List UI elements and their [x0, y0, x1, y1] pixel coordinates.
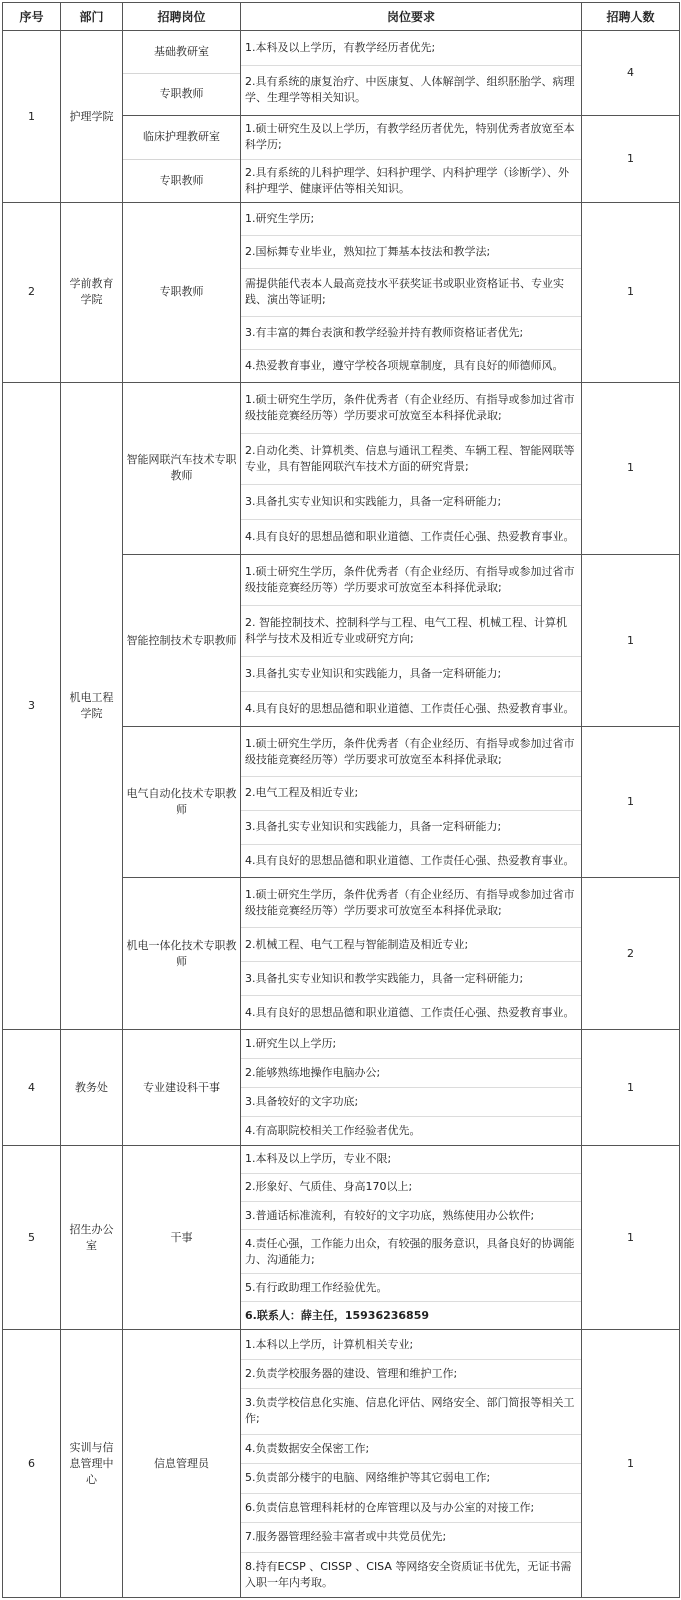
row-dept: 实训与信息管理中心 [61, 1330, 123, 1598]
row-dept: 教务处 [61, 1030, 123, 1146]
requirement-item: 3.普通话标准流利，有较好的文字功底，熟练使用办公软件; [241, 1202, 581, 1230]
requirement-item: 4.热爱教育事业，遵守学校各项规章制度，具有良好的师德师风。 [245, 358, 564, 372]
post-name: 专业建设科干事 [123, 1030, 241, 1146]
row-count: 1 [582, 203, 680, 382]
requirement-item: 2.负责学校服务器的建设、管理和维护工作; [241, 1360, 581, 1389]
post-name: 电气自动化技术专职教师 [123, 727, 241, 878]
header-requirements: 岗位要求 [241, 3, 582, 31]
post-name: 智能网联汽车技术专职教师 [123, 382, 241, 554]
requirement-item: 1.研究生以上学历; [241, 1030, 581, 1059]
header-dept: 部门 [61, 3, 123, 31]
requirement-item: 1.硕士研究生学历，条件优秀者（有企业经历、有指导或参加过省市级技能竞赛经历等）学历要求可放宽至本科择优录取; [241, 727, 581, 777]
contact-info: 6.联系人：薛主任，15936236859 [245, 1308, 430, 1322]
header-count: 招聘人数 [582, 3, 680, 31]
table-row [3, 203, 680, 382]
requirement-item: 4.具有良好的思想品德和职业道德、工作责任心强、热爱教育事业。 [245, 529, 575, 543]
row-count: 4 [582, 31, 680, 116]
post-cell [123, 31, 241, 116]
row-count: 1 [582, 1330, 680, 1598]
requirement-item: 2.电气工程及相近专业; [241, 777, 581, 811]
requirement-item: 2.具有系统的康复治疗、中医康复、人体解剖学、组织胚胎学、病理学、生理学等相关知识。 [245, 75, 575, 105]
row-no: 1 [3, 31, 61, 203]
post-name: 专职教师 [123, 203, 241, 382]
requirement-item: 1.硕士研究生及以上学历，有教学经历者优先，特别优秀者放宽至本科学历; [241, 116, 581, 160]
requirement-item: 7.服务器管理经验丰富者或中共党员优先; [241, 1523, 581, 1552]
requirement-item: 2.能够熟练地操作电脑办公; [241, 1059, 581, 1088]
requirements-cell [241, 878, 582, 1030]
requirements-cell [241, 1030, 582, 1146]
row-count: 1 [582, 727, 680, 878]
requirements-cell [241, 116, 582, 203]
header-row [3, 3, 680, 31]
requirement-item: 需提供能代表本人最高竞技水平获奖证书或职业资格证书、专业实践、演出等证明; [241, 269, 581, 318]
requirements-cell [241, 554, 582, 726]
row-no: 4 [3, 1030, 61, 1146]
requirement-item: 1.本科及以上学历，专业不限; [241, 1146, 581, 1174]
requirement-item: 3.具备较好的文字功底; [241, 1088, 581, 1117]
requirements-cell [241, 1330, 582, 1598]
requirement-item: 1.硕士研究生学历，条件优秀者（有企业经历、有指导或参加过省市级技能竞赛经历等）学历要求可放宽至本科择优录取; [241, 383, 581, 434]
requirements-cell [241, 203, 582, 382]
requirement-item: 1.本科及以上学历，有教学经历者优先; [241, 31, 581, 66]
table-row [3, 31, 680, 116]
row-count: 2 [582, 878, 680, 1030]
requirements-cell [241, 382, 582, 554]
row-no: 3 [3, 382, 61, 1030]
requirement-item: 2.具有系统的儿科护理学、妇科护理学、内科护理学（诊断学）、外科护理学、健康评估等相关知识。 [245, 166, 569, 195]
requirement-item: 5.负责部分楼宇的电脑、网络维护等其它弱电工作; [241, 1464, 581, 1493]
requirement-item: 1.研究生学历; [241, 203, 581, 236]
post-cell [123, 116, 241, 203]
table-row [3, 382, 680, 554]
row-dept: 学前教育学院 [61, 203, 123, 382]
requirement-item: 2.国标舞专业毕业，熟知拉丁舞基本技法和教学法; [241, 236, 581, 269]
requirement-item: 3.具备扎实专业知识和教学实践能力，具备一定科研能力; [241, 962, 581, 996]
requirement-item: 6.负责信息管理科耗材的仓库管理以及与办公室的对接工作; [241, 1494, 581, 1523]
post-name: 机电一体化技术专职教师 [123, 878, 241, 1030]
requirement-item: 1.硕士研究生学历，条件优秀者（有企业经历、有指导或参加过省市级技能竞赛经历等）学历要求可放宽至本科择优录取; [241, 555, 581, 606]
post-name: 干事 [123, 1145, 241, 1329]
requirement-item: 8.持有ECSP 、CISSP 、CISA 等网络安全资质证书优先，无证书需入职一年内考取。 [245, 1559, 572, 1589]
requirement-item: 3.具备扎实专业知识和实践能力，具备一定科研能力; [241, 485, 581, 520]
requirement-item: 3.具备扎实专业知识和实践能力，具备一定科研能力; [241, 811, 581, 845]
requirement-item: 3.负责学校信息化实施、信息化评估、网络安全、部门简报等相关工作; [241, 1389, 581, 1434]
row-count: 1 [582, 1145, 680, 1329]
requirements-cell [241, 31, 582, 116]
post-name: 专职教师 [159, 174, 204, 187]
requirement-item: 2. 智能控制技术、控制科学与工程、电气工程、机械工程、计算机科学与技术及相近专业或研究方向; [241, 606, 581, 657]
row-count: 1 [582, 1030, 680, 1146]
row-dept: 招生办公室 [61, 1145, 123, 1329]
row-no: 5 [3, 1145, 61, 1329]
table-row [3, 1030, 680, 1146]
post-name: 临床护理教研室 [123, 116, 240, 159]
row-count: 1 [582, 116, 680, 203]
requirement-item: 2.自动化类、计算机类、信息与通讯工程类、车辆工程、智能网联等专业，具有智能网联汽车技术方面的研究背景; [241, 434, 581, 485]
requirement-item: 4.有高职院校相关工作经验者优先。 [245, 1123, 421, 1137]
requirements-cell [241, 727, 582, 878]
post-name: 智能控制技术专职教师 [123, 554, 241, 726]
requirement-item: 5.有行政助理工作经验优先。 [241, 1274, 581, 1302]
table-row [3, 1330, 680, 1598]
requirement-item: 4.负责数据安全保密工作; [241, 1435, 581, 1464]
requirement-item: 4.具有良好的思想品德和职业道德、工作责任心强、热爱教育事业。 [245, 702, 575, 716]
requirement-item: 4.具有良好的思想品德和职业道德、工作责任心强、热爱教育事业。 [245, 1005, 575, 1019]
row-no: 6 [3, 1330, 61, 1598]
requirement-item: 2.机械工程、电气工程与智能制造及相近专业; [241, 928, 581, 962]
row-no: 2 [3, 203, 61, 382]
header-no: 序号 [3, 3, 61, 31]
requirement-item: 1.硕士研究生学历，条件优秀者（有企业经历、有指导或参加过省市级技能竞赛经历等）学历要求可放宽至本科择优录取; [241, 878, 581, 928]
requirement-item: 3.具备扎实专业知识和实践能力，具备一定科研能力; [241, 657, 581, 692]
row-count: 1 [582, 554, 680, 726]
requirement-item: 3.有丰富的舞台表演和教学经验并持有教师资格证者优先; [241, 317, 581, 350]
recruitment-table [2, 2, 680, 1598]
post-name: 信息管理员 [123, 1330, 241, 1598]
requirement-item: 4.责任心强，工作能力出众，有较强的服务意识，具备良好的协调能力、沟通能力; [241, 1230, 581, 1274]
requirement-item: 4.具有良好的思想品德和职业道德、工作责任心强、热爱教育事业。 [245, 853, 575, 867]
row-count: 1 [582, 382, 680, 554]
post-name: 基础教研室 [123, 31, 240, 73]
requirements-cell [241, 1145, 582, 1329]
table-row [3, 1145, 680, 1329]
post-name: 专职教师 [159, 87, 204, 101]
row-dept: 护理学院 [61, 31, 123, 203]
requirement-item: 1.本科以上学历，计算机相关专业; [241, 1330, 581, 1359]
requirement-item: 2.形象好、气质佳、身高170以上; [241, 1174, 581, 1202]
header-post: 招聘岗位 [123, 3, 241, 31]
row-dept: 机电工程学院 [61, 382, 123, 1030]
